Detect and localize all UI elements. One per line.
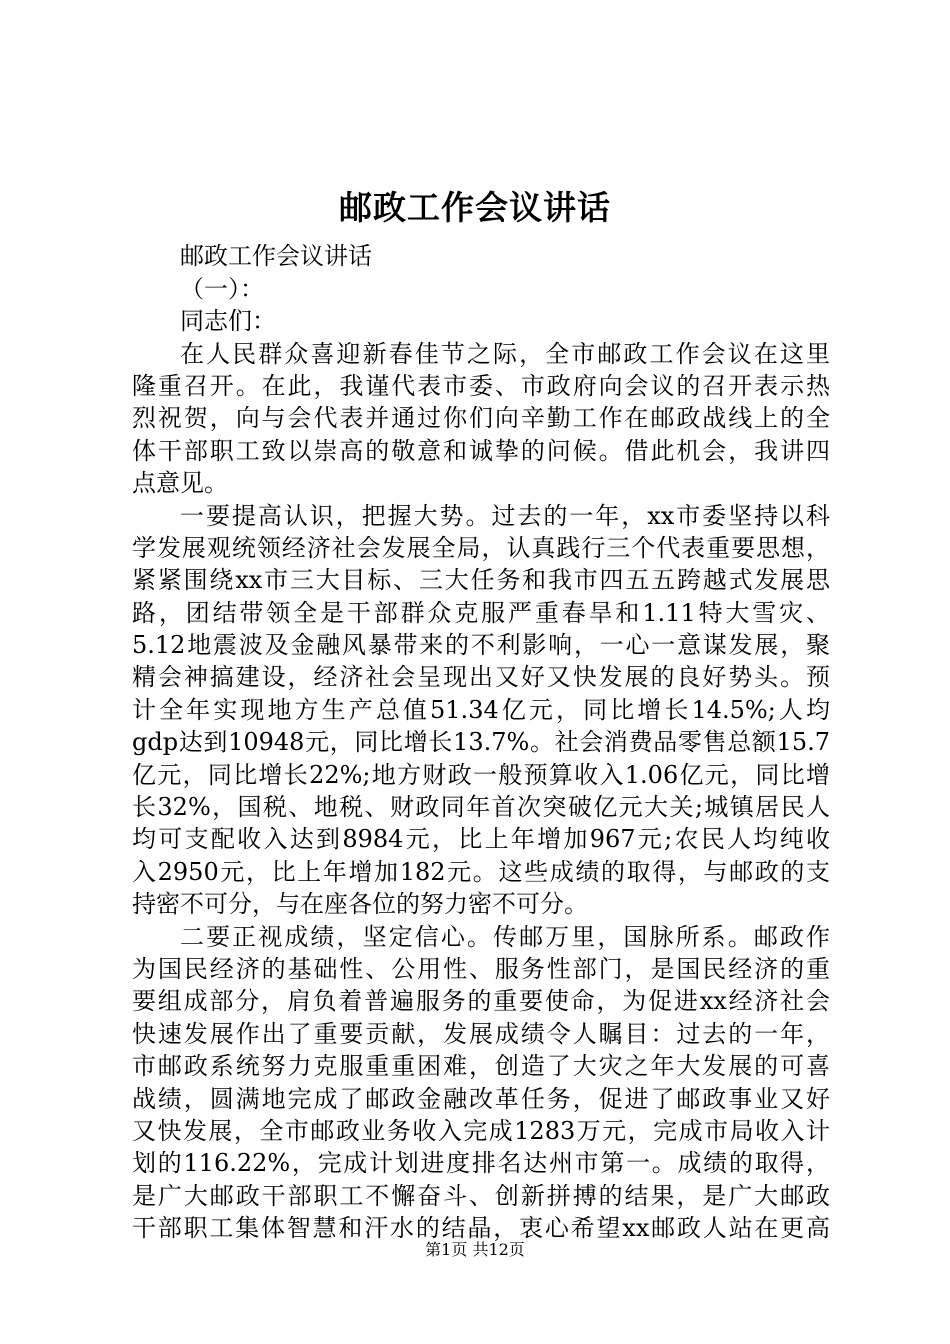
body-text-line: 学发展观统领经济社会发展全局，认真践行三个代表重要思想， xyxy=(132,533,830,562)
body-text-line: 隆重召开。在此，我谨代表市委、市政府向会议的召开表示热 xyxy=(132,371,830,400)
body-text-line xyxy=(132,208,830,240)
body-text-line: gdp达到10948元，同比增长13.7%。社会消费品零售总额15.7 xyxy=(132,728,830,757)
body-text-line: 邮政工作会议讲话 xyxy=(180,242,372,271)
body-text-line: 精会神搞建设，经济社会呈现出又好又快发展的良好势头。预 xyxy=(132,663,830,692)
body-text-line: 烈祝贺，向与会代表并通过你们向辛勤工作在邮政战线上的全 xyxy=(132,404,830,433)
body-text-line: 均可支配收入达到8984元，比上年增加967元;农民人均纯收 xyxy=(132,825,830,854)
body-text-line: 5.12地震波及金融风暴带来的不利影响，一心一意谋发展，聚 xyxy=(132,631,830,660)
body-text-line: 市邮政系统努力克服重重困难，创造了大灾之年大发展的可喜 xyxy=(132,1052,830,1081)
body-text-line: 路，团结带领全是干部群众克服严重春旱和1.11特大雪灾、 xyxy=(132,598,830,627)
body-text-line: 是广大邮政干部职工不懈奋斗、创新拼搏的结果，是广大邮政 xyxy=(132,1181,830,1210)
body-text-line: 划的116.22%，完成计划进度排名达州市第一。成绩的取得， xyxy=(132,1149,830,1178)
body-text-line: 快速发展作出了重要贡献，发展成绩令人瞩目：过去的一年， xyxy=(132,1019,830,1048)
body-text-line: 紧紧围绕xx市三大目标、三大任务和我市四五五跨越式发展思 xyxy=(132,566,830,595)
document-title: 邮政工作会议讲话 xyxy=(339,188,611,227)
body-text-line: 体干部职工致以崇高的敬意和诚挚的问候。借此机会，我讲四 xyxy=(132,436,830,465)
body-text-line: （一）： xyxy=(180,274,264,303)
page-footer: 第1页 共12页 xyxy=(425,1240,525,1259)
body-text-line: 入2950元，比上年增加182元。这些成绩的取得，与邮政的支 xyxy=(132,857,830,886)
body-text-line: 二要正视成绩，坚定信心。传邮万里，国脉所系。邮政作 xyxy=(180,922,830,951)
body-text-line: 亿元，同比增长22%;地方财政一般预算收入1.06亿元，同比增 xyxy=(132,760,830,789)
body-text-line: 一要提高认识，把握大势。过去的一年，xx市委坚持以科 xyxy=(180,501,830,530)
body-text-line: 同志们： xyxy=(180,307,276,336)
body-text-line: 为国民经济的基础性、公用性、服务性部门，是国民经济的重 xyxy=(132,954,830,983)
body-text-line: 要组成部分，肩负着普遍服务的重要使命，为促进xx经济社会 xyxy=(132,987,830,1016)
body-text-line: 持密不可分，与在座各位的努力密不可分。 xyxy=(132,890,588,919)
body-text-line: 干部职工集体智慧和汗水的结晶，衷心希望xx邮政人站在更高 xyxy=(132,1214,830,1243)
document-body xyxy=(132,208,830,1245)
body-text-line: 点意见。 xyxy=(132,469,228,498)
body-text-line: 计全年实现地方生产总值51.34亿元，同比增长14.5%;人均 xyxy=(132,695,830,724)
body-text-line: 长32%，国税、地税、财政同年首次突破亿元大关;城镇居民人 xyxy=(132,793,830,822)
body-text-line: 战绩，圆满地完成了邮政金融改革任务，促进了邮政事业又好 xyxy=(132,1084,830,1113)
body-text-line: 又快发展，全市邮政业务收入完成1283万元，完成市局收入计 xyxy=(132,1116,830,1145)
body-text-line: 在人民群众喜迎新春佳节之际，全市邮政工作会议在这里 xyxy=(180,339,830,368)
